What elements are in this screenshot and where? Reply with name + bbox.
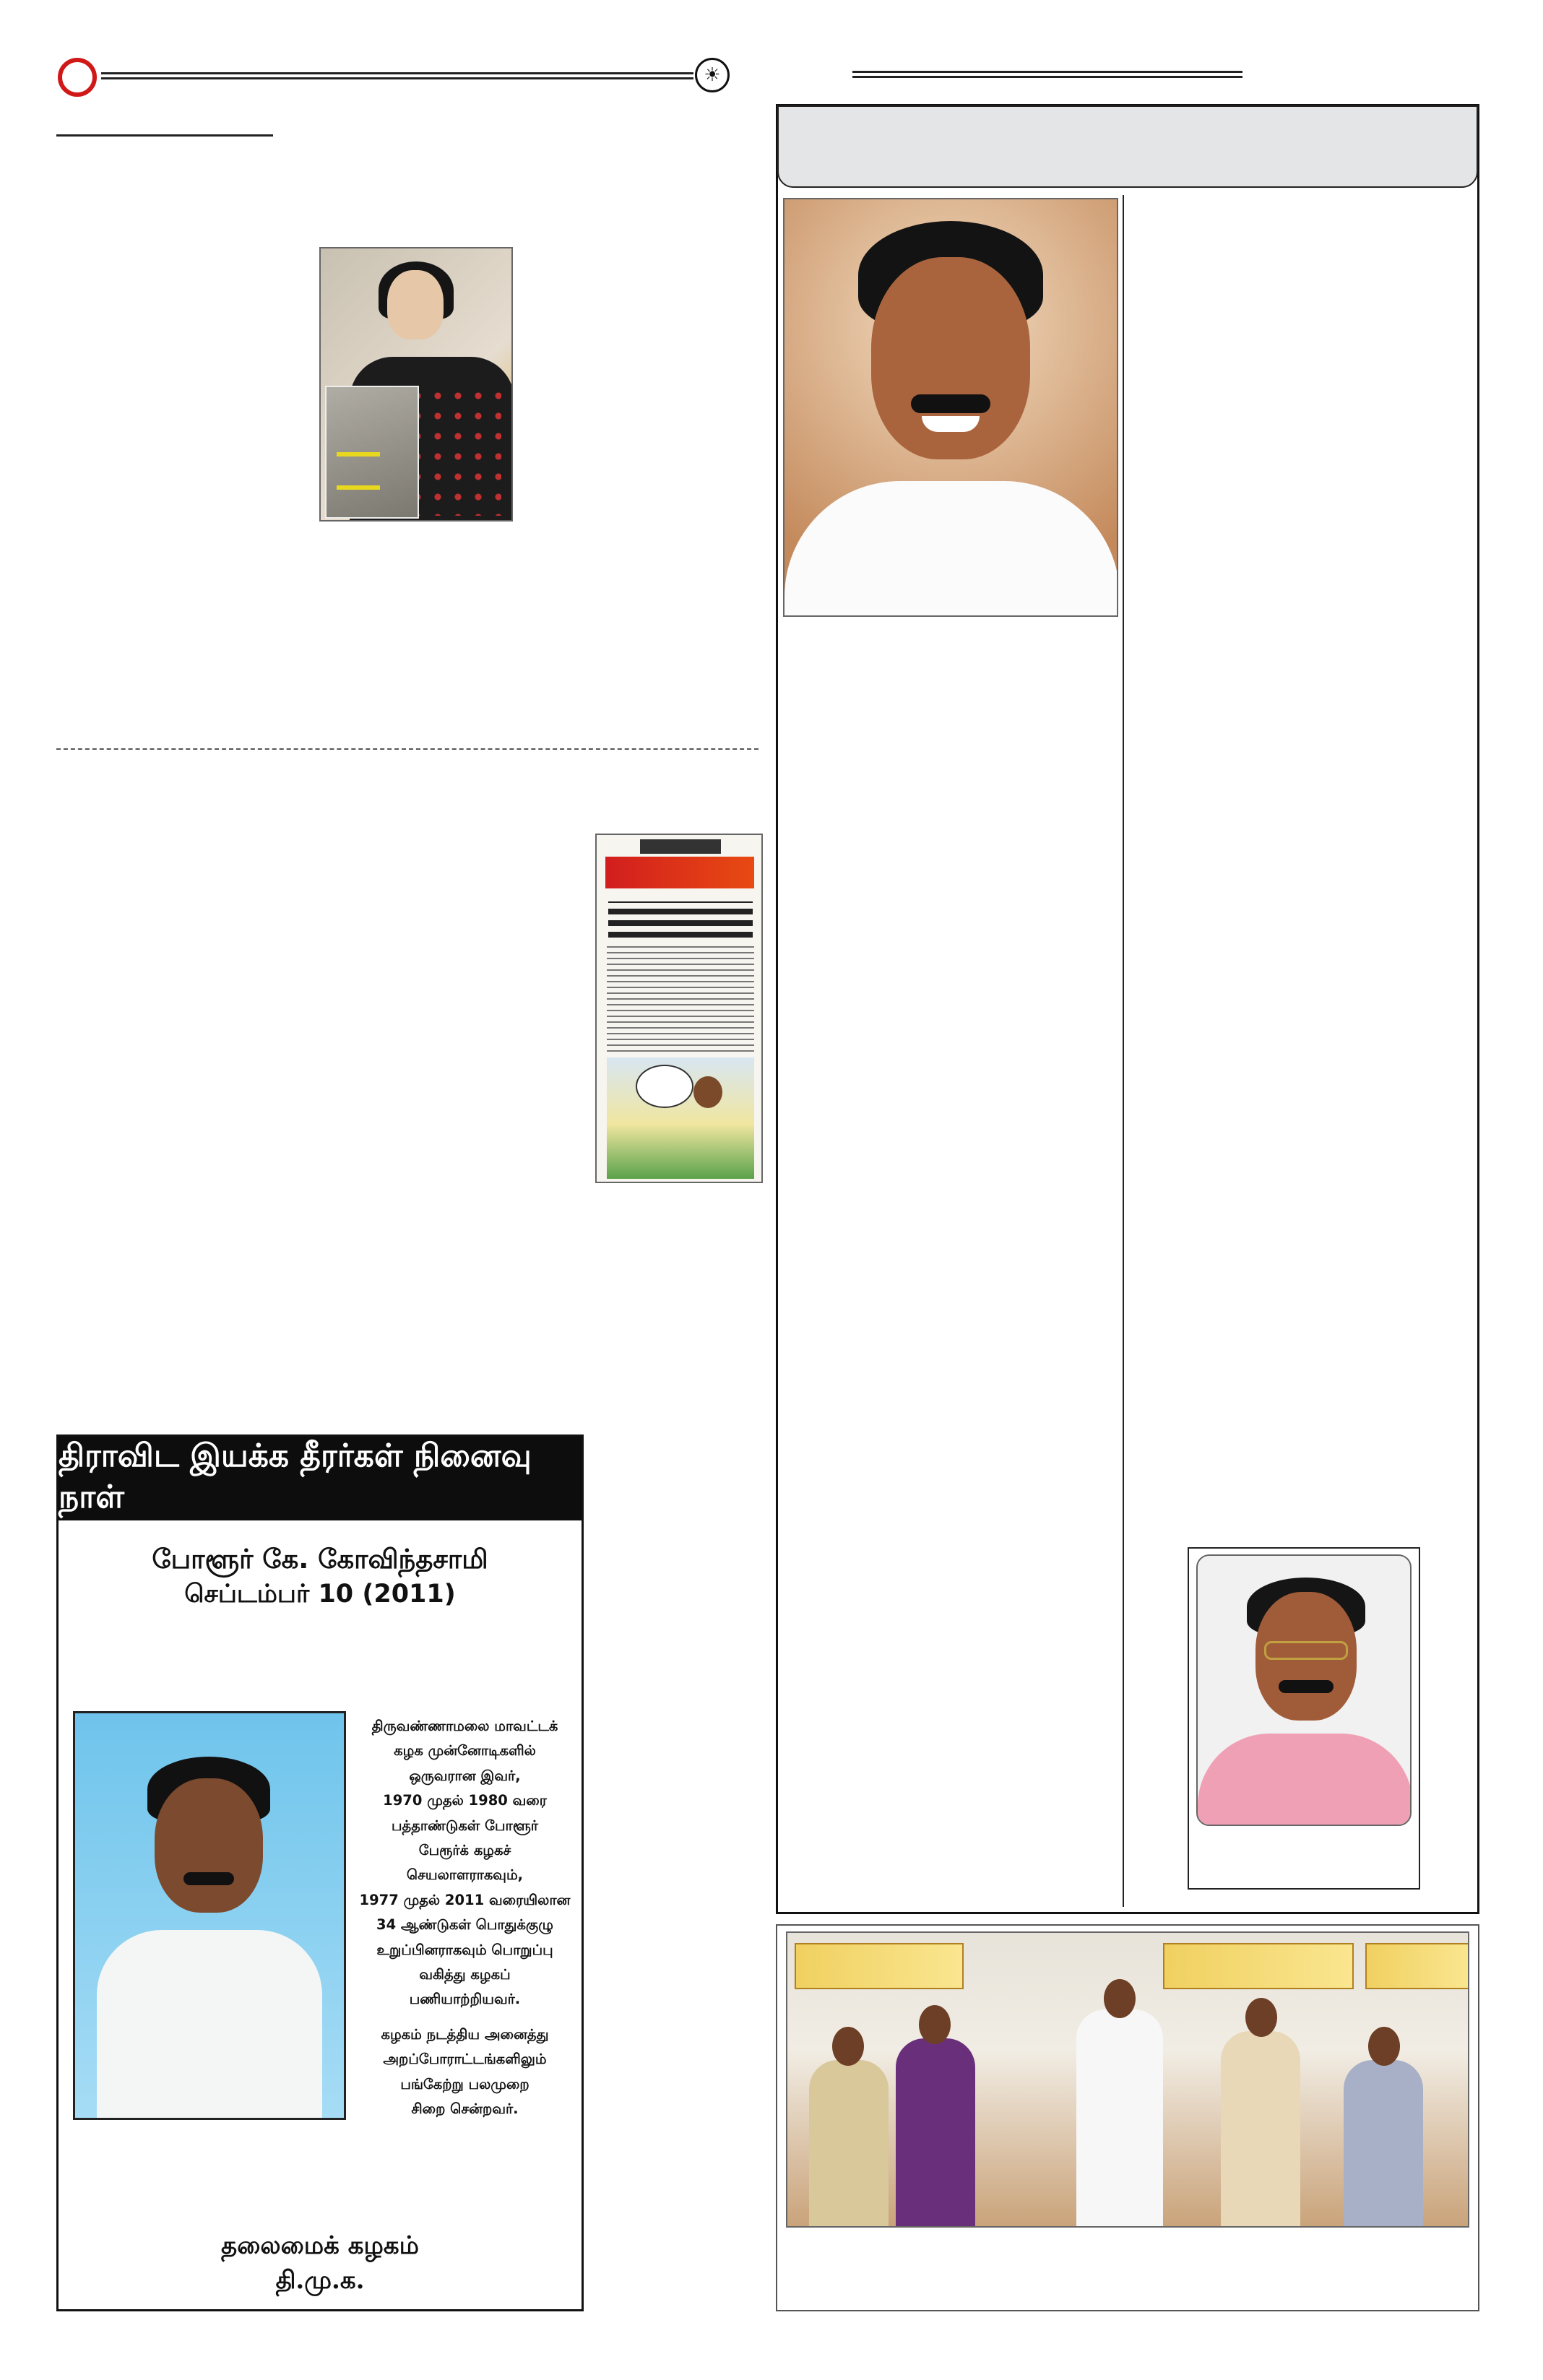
bio-line: வகித்து கழகப்	[419, 1966, 511, 1983]
memorial-person-name: போளூர் கே. கோவிந்தசாமி	[152, 1544, 488, 1575]
chief-minister-portrait-photo	[783, 198, 1118, 617]
memorial-portrait-photo	[73, 1711, 346, 2120]
header-double-rule	[101, 72, 693, 79]
woman-holding-book-photo	[319, 247, 513, 522]
column-divider-rule	[1123, 195, 1124, 1907]
bio-line: 1977 முதல் 2011 வரையிலான	[359, 1891, 571, 1908]
memorial-signature-party: தி.மு.க.	[275, 2266, 365, 2295]
bio-line: கழக முன்னோடிகளில்	[394, 1742, 536, 1760]
bio-line: பத்தாண்டுகள் போளூர்	[392, 1817, 538, 1834]
welfare-event-photo	[786, 1931, 1469, 2228]
bio-line: சிறை சென்றவர்.	[411, 2100, 519, 2118]
memorial-date: செப்டம்பர் 10 (2011)	[184, 1580, 456, 1609]
rising-sun-emblem-icon: ☀	[695, 58, 730, 92]
editorial-cartoon	[607, 1057, 754, 1179]
memorial-title-bar	[59, 1437, 582, 1520]
feature-article-header	[777, 105, 1478, 188]
bio-line: திருவண்ணாமலை மாவட்டக்	[371, 1718, 558, 1734]
bio-line: பேரூர்க் கழகச்	[418, 1842, 511, 1859]
memorial-title: திராவிட இயக்க தீரர்கள் நினைவு நாள்	[59, 1437, 532, 1515]
right-header-double-rule	[852, 71, 1242, 78]
section-heading-rule	[56, 134, 273, 137]
bio-line: 1970 முதல் 1980 வரை	[383, 1792, 547, 1809]
bio-line: ஒருவரான இவர்,	[409, 1767, 521, 1784]
bio-line: உறுப்பினராகவும் பொறுப்பு	[376, 1941, 553, 1958]
leader-portrait-photo	[1196, 1554, 1412, 1826]
page-number-circle	[58, 58, 97, 97]
bio-line: அறப்போராட்டங்களிலும்	[383, 2051, 547, 2068]
dashed-section-divider	[56, 748, 758, 750]
bio-line: பங்கேற்று பலமுறை	[400, 2075, 530, 2093]
bio-line: கழகம் நடத்திய அனைத்து	[381, 2025, 549, 2043]
bio-line: பணியாற்றியவர்.	[409, 1991, 521, 2008]
memorial-signature-office: தலைமைக் கழகம்	[221, 2231, 419, 2260]
bio-line: செயலாளராகவும்,	[406, 1866, 524, 1884]
newspaper-editorial-clipping	[595, 834, 763, 1183]
bio-line: 34 ஆண்டுகள் பொதுக்குழு	[376, 1916, 553, 1934]
memorial-notice-box	[56, 1435, 584, 2311]
memorial-biography	[351, 1714, 579, 2132]
